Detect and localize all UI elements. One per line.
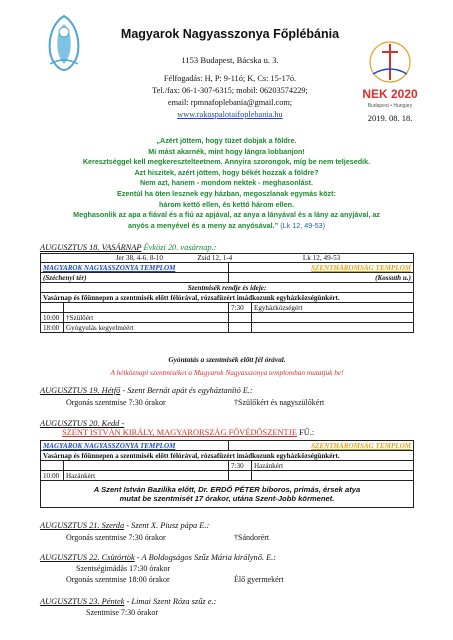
wednesday-intention: †Sándorért <box>234 533 270 542</box>
monday-day: AUGUSZTUS 19. Hétfő <box>40 386 121 395</box>
monday-saint: - Szent Bernát apát és egyháztanító E.: <box>120 386 253 395</box>
church-right-header: SZENTHÁROMSÁG TEMPLOM <box>229 263 414 273</box>
wednesday-mass: Orgonás szentmise 7:30 órakor <box>66 533 166 542</box>
mass-time: 18:00 <box>41 323 64 333</box>
reading-2: Zsid 12, 1-4 <box>197 254 233 262</box>
mass-time-2: 7:30 <box>229 303 252 313</box>
contact-block <box>90 73 370 121</box>
mass-intention-2 <box>252 313 414 323</box>
tuesday-feast-suffix: FŰ.: <box>297 428 315 437</box>
street-right: (Kossuth u.) <box>229 273 414 283</box>
monday-heading <box>40 386 253 395</box>
quote-line: Keresztséggel kell megkeresztelteetnem. Annyira szorongok, míg be nem teljesedik. <box>82 157 371 167</box>
quote-line: Nem azt, hanem - mondom nektek - meghasonlást. <box>140 178 313 188</box>
mass-intention-2: Egyházközségért <box>252 303 414 313</box>
mass-time: 10:00 <box>41 313 64 323</box>
thursday-mass: Orgonás szentmise 18:00 órakor <box>66 575 170 584</box>
church-right-header: SZENTHÁROMSÁG TEMPLOM <box>229 441 414 451</box>
friday-day: AUGUSZTUS 23. Péntek <box>40 597 125 606</box>
website-link[interactable]: www.rakospalotaifoplebania.hu <box>177 110 283 119</box>
reading-1: Jer 38, 4-6. 8-10 <box>115 254 163 262</box>
quote-line: „Azért jöttem, hogy tüzet dobjak a földre. <box>156 136 297 145</box>
tuesday-day: AUGUSZTUS 20. Kedd - <box>40 419 125 428</box>
weekday-note: A hétköznapi szentmiséket a Magyarok Nagyasszonya templomban mutatjuk be! <box>110 368 344 377</box>
tuesday-heading <box>40 419 124 428</box>
parish-address: 1153 Budapest, Bácska u. 3. <box>181 55 279 65</box>
quote-line: Ezentúl ha öten lesznek egy házban, megoszlanak egymás közt: <box>117 188 336 198</box>
mass-intention-2: Hazánkért <box>252 461 414 471</box>
gospel-quote <box>30 136 423 231</box>
mass-intention: Gyógyulás kegyelméért <box>64 323 229 333</box>
friday-heading <box>40 597 216 606</box>
confession-note: Gyóntatás a szentmisék előtt fél órával. <box>168 355 286 364</box>
quote-line: Azt hiszitek, azért jöttem, hogy békét hozzak a földre? <box>134 167 319 177</box>
tuesday-feast-line <box>62 428 314 437</box>
basilica-note-line: A Szent István Bazilika előtt, Dr. ERDŐ PÉTER bíboros, prímás, érsek atya <box>93 485 361 494</box>
mass-time-2: 7:30 <box>229 461 252 471</box>
thursday-saint: - A Boldogságos Szűz Mária királynő. E.: <box>134 553 277 562</box>
nek-2020-logo <box>355 36 425 112</box>
monday-intention: †Szülőkért és nagyszülőkért <box>234 398 325 407</box>
tuesday-feast: SZENT ISTVÁN KIRÁLY, MAGYARORSZÁG FŐVÉDŐSZENTJE <box>62 428 297 437</box>
church-left-header: MAGYAROK NAGYASSZONYA TEMPLOM <box>41 263 229 273</box>
basilica-note-line: mutat be szentmisét 17 órakor, utána Szent-Jobb körmenet. <box>119 494 335 503</box>
mass-intention: †Szülőért <box>64 313 229 323</box>
mass-time-2 <box>229 313 252 323</box>
quote-line: három kettő ellen, és kettő három ellen. <box>158 199 294 209</box>
thursday-heading <box>40 553 276 562</box>
sunday-day: AUGUSZTUS 18. VASÁRNAP <box>40 243 142 252</box>
rosary-note: Vasárnap és főünnepen a szentmisék előtt félórával, rózsafüzért imádkozunk egyházközségünkért. <box>41 451 414 461</box>
nek-logo-text: NEK 2020 <box>362 87 418 101</box>
basilica-note <box>41 481 414 508</box>
bulletin-date: 2019. 08. 18. <box>367 113 413 123</box>
reading-3: Lk 12, 49-53 <box>302 254 341 262</box>
phone: Tel./fax: 06-1-307-6315; mobil: 06203574229; <box>152 86 308 95</box>
parish-title: Magyarok Nagyasszonya Főplébánia <box>120 27 340 41</box>
mass-intention <box>64 303 229 313</box>
thursday-adoration: Szentségimádás 17:30 órakor <box>76 564 171 573</box>
nek-logo-sub: Budapest • Hungary <box>367 103 413 109</box>
mass-intention: Hazánkért <box>64 471 229 481</box>
parish-logo <box>40 12 88 72</box>
mass-intention-2 <box>252 323 414 333</box>
friday-mass: Szentmise 7:30 órakor <box>86 608 158 617</box>
friday-saint: - Limai Szent Róza szűz e.: <box>124 597 217 606</box>
sunday-feast: Évközi 20. vasárnap.: <box>143 243 217 252</box>
email: email: rpmnafoplebania@gmail.com; <box>167 98 293 107</box>
quote-line: Mi mást akarnék, mint hogy lángra lobbanjon! <box>148 146 305 156</box>
thursday-day: AUGUSZTUS 22. Csütörtök <box>40 553 135 562</box>
church-left-header: MAGYAROK NAGYASSZONYA TEMPLOM <box>41 441 229 451</box>
quote-line: anyós a menyével és a meny az anyósával.” <box>128 220 279 230</box>
quote-line: Meghasonlik az apa a fiával és a fiú az apjával, az anya a lányával és a lány az anyjával, az <box>73 210 380 220</box>
street-left: (Széchenyi tér) <box>41 273 229 283</box>
quote-reference: (Lk 12, 49-53) <box>280 220 325 230</box>
wednesday-heading <box>40 521 209 530</box>
monday-mass: Orgonás szentmise 7:30 órakor <box>66 398 166 407</box>
wednesday-saint: - Szent X. Piusz pápa E.: <box>124 521 210 530</box>
sunday-heading <box>40 243 217 252</box>
thursday-intention: Élő gyermekért <box>234 575 284 584</box>
tuesday-table <box>40 440 414 508</box>
mass-time <box>41 303 64 313</box>
mass-order-label: Szentmisék rendje és ideje: <box>41 283 414 293</box>
wednesday-day: AUGUSZTUS 21. Szerda <box>40 521 125 530</box>
sunday-table <box>40 253 414 333</box>
rosary-note: Vasárnap és főünnepen a szentmisék előtt félórával, rózsafüzért imádkozunk egyházközségünkért. <box>41 293 414 303</box>
mass-time: 10:00 <box>41 471 64 481</box>
mass-time-2 <box>229 323 252 333</box>
office-hours: Félfogadás: H, P: 9-11ó; K, Cs: 15-17ó. <box>163 74 297 83</box>
